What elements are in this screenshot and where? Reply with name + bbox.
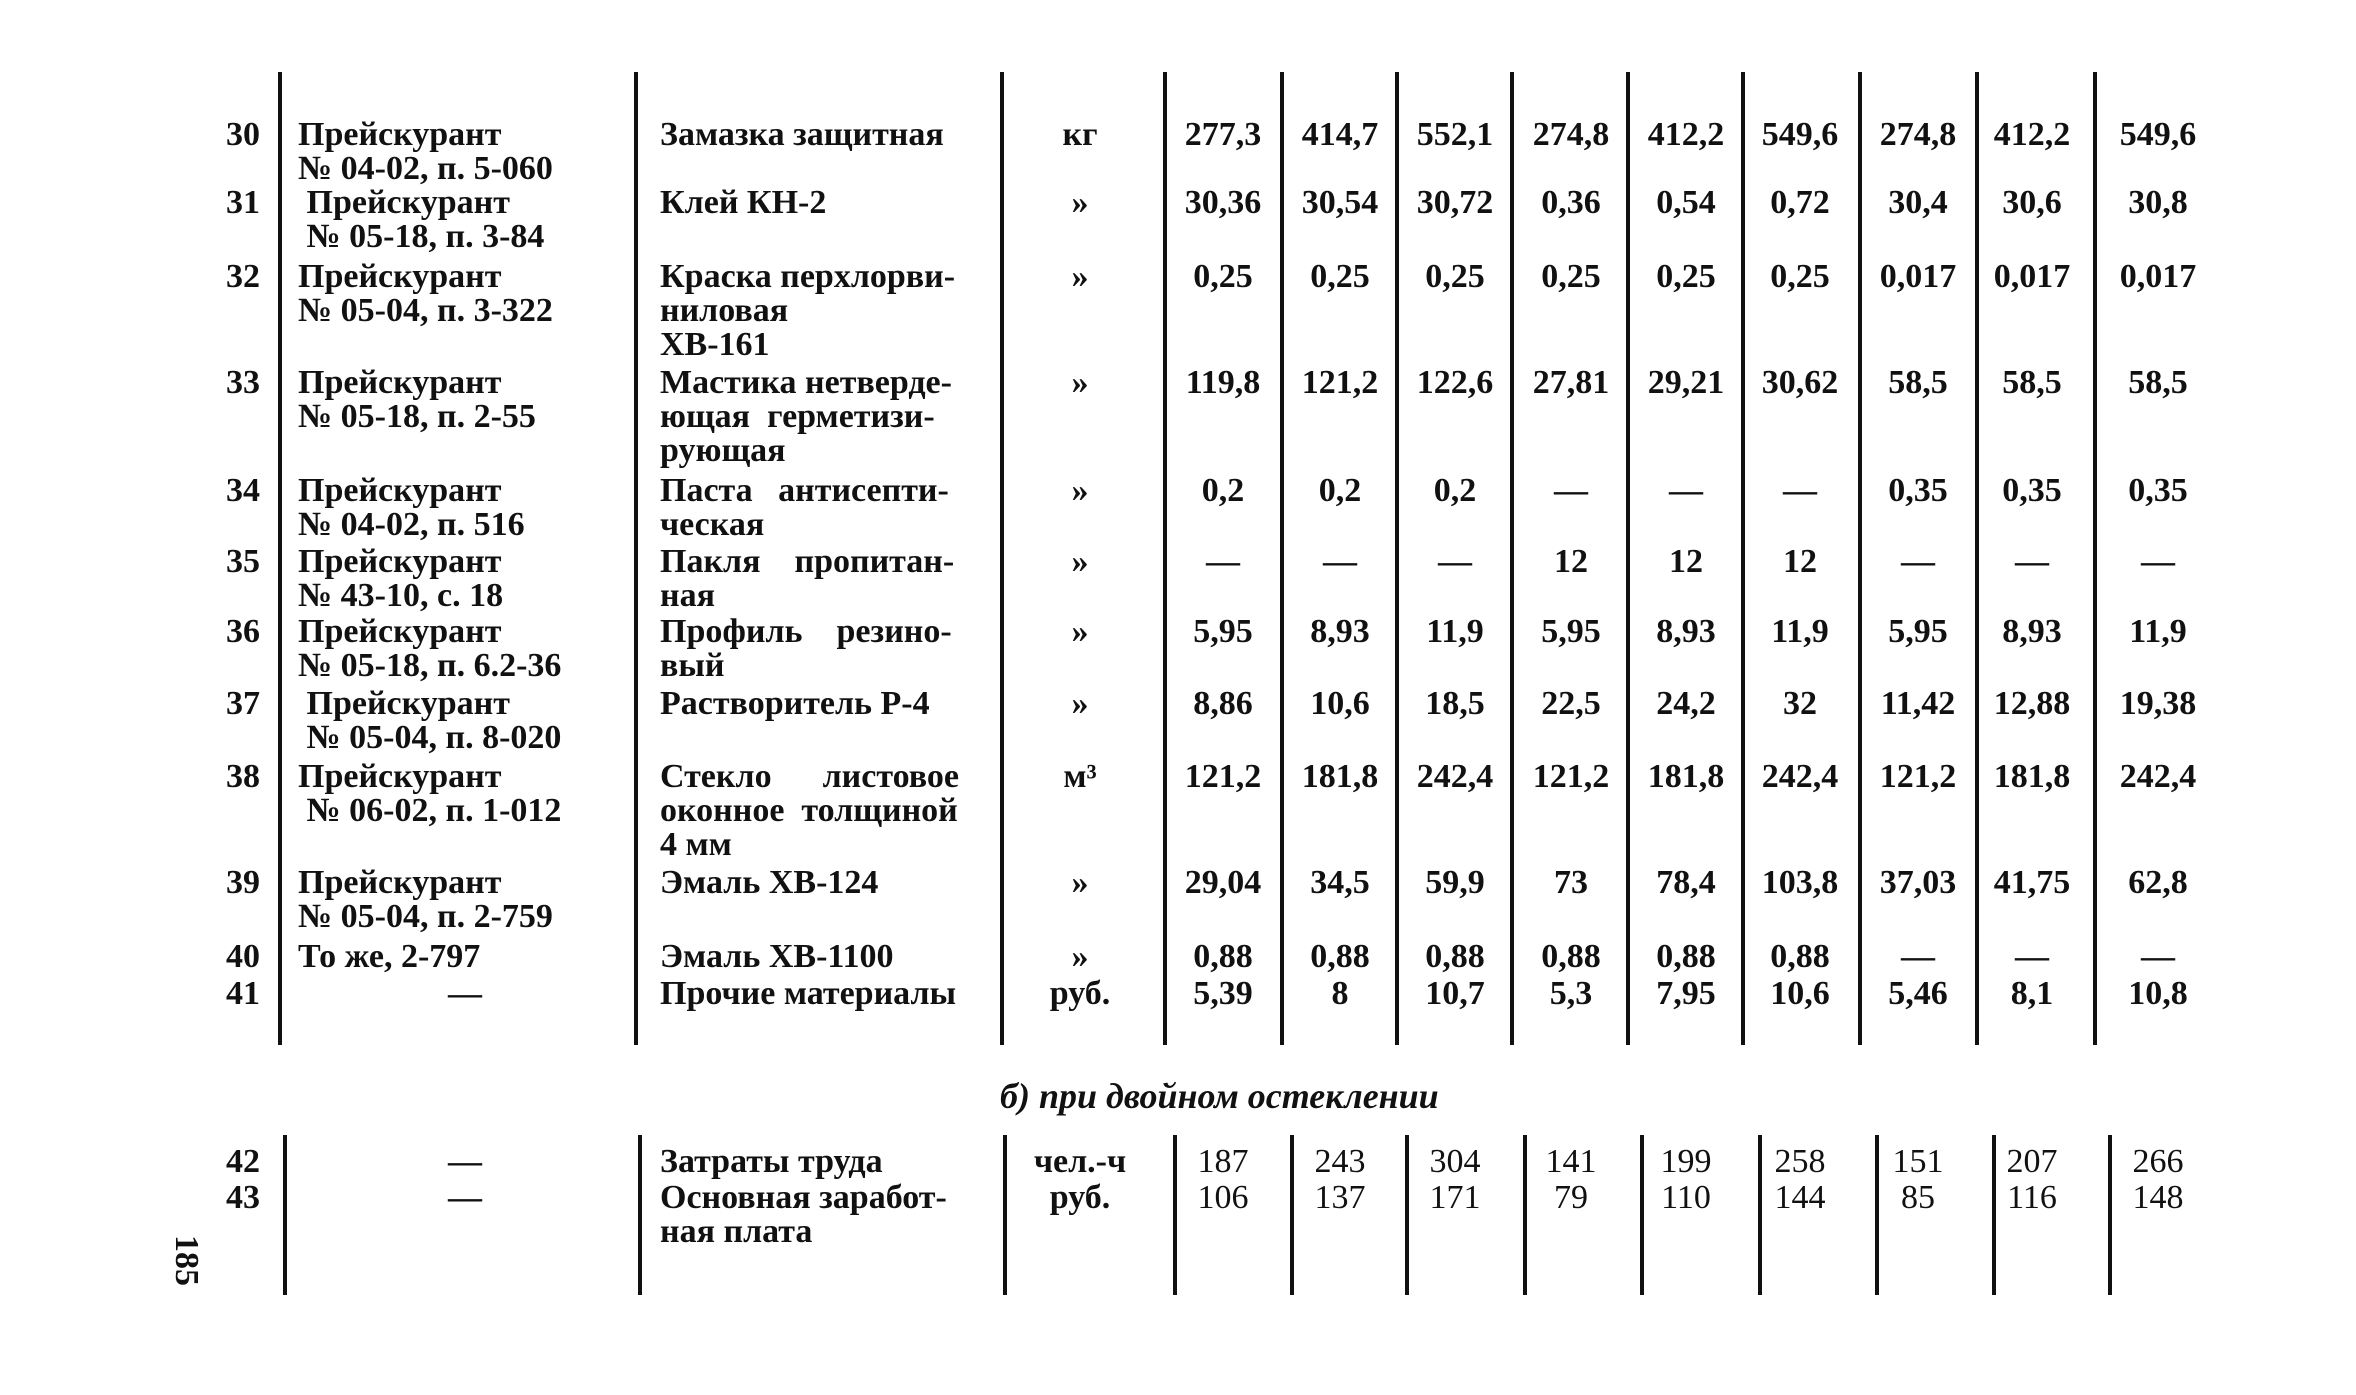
row-number: 32 — [226, 258, 260, 295]
value-cell: 85 — [1901, 1179, 1935, 1216]
value-cell: 0,35 — [2128, 472, 2188, 509]
unit: » — [1071, 258, 1089, 295]
material-name: Краска перхлорви- ниловая ХВ-161 — [660, 258, 956, 363]
value-cell: — — [1206, 543, 1240, 580]
value-cell: 41,75 — [1993, 864, 2071, 901]
value-cell: 22,5 — [1541, 685, 1601, 722]
material-name: Паста антисепти- ческая — [660, 472, 949, 543]
material-name: Затраты труда — [660, 1143, 883, 1180]
row-number: 37 — [226, 685, 260, 722]
value-cell: 151 — [1892, 1143, 1944, 1180]
value-cell: 243 — [1314, 1143, 1366, 1180]
value-cell: 79 — [1554, 1179, 1588, 1216]
price-source: Прейскурант № 05-04, п. 2-759 — [298, 864, 553, 935]
value-cell: 122,6 — [1416, 364, 1494, 401]
price-source: — — [448, 975, 482, 1012]
unit: руб. — [1049, 975, 1111, 1012]
value-cell: 62,8 — [2128, 864, 2188, 901]
value-cell: 10,8 — [2128, 975, 2188, 1012]
value-cell: 5,46 — [1888, 975, 1948, 1012]
value-cell: 242,4 — [1761, 758, 1839, 795]
unit: кг — [1062, 116, 1098, 153]
value-cell: 0,017 — [2119, 258, 2197, 295]
price-source: Прейскурант № 43-10, с. 18 — [298, 543, 504, 614]
value-cell: 73 — [1554, 864, 1588, 901]
row-number: 42 — [226, 1143, 260, 1180]
value-cell: 11,9 — [1771, 613, 1829, 650]
value-cell: 116 — [2007, 1179, 2057, 1216]
value-cell: — — [2141, 938, 2175, 975]
value-cell: 0,2 — [1201, 472, 1245, 509]
value-cell: 412,2 — [1993, 116, 2071, 153]
value-cell: 5,95 — [1193, 613, 1253, 650]
column-rule — [1523, 1135, 1527, 1295]
value-cell: 0,2 — [1433, 472, 1477, 509]
value-cell: — — [1901, 938, 1935, 975]
value-cell: 137 — [1314, 1179, 1366, 1216]
column-rule — [1640, 1135, 1644, 1295]
value-cell: 12 — [1669, 543, 1703, 580]
value-cell: 0,88 — [1425, 938, 1485, 975]
material-name: Стекло листовое оконное толщиной 4 мм — [660, 758, 959, 863]
value-cell: 266 — [2132, 1143, 2184, 1180]
value-cell: 0,35 — [2002, 472, 2062, 509]
row-number: 34 — [226, 472, 260, 509]
value-cell: 0,88 — [1656, 938, 1716, 975]
value-cell: 207 — [2006, 1143, 2058, 1180]
value-cell: 5,95 — [1541, 613, 1601, 650]
unit: м³ — [1063, 758, 1097, 795]
price-source: — — [448, 1143, 482, 1180]
value-cell: 30,72 — [1416, 184, 1494, 221]
value-cell: 258 — [1774, 1143, 1826, 1180]
value-cell: 7,95 — [1656, 975, 1716, 1012]
column-rule — [1626, 72, 1630, 1045]
value-cell: 187 — [1197, 1143, 1249, 1180]
unit: » — [1071, 938, 1089, 975]
value-cell: 10,6 — [1770, 975, 1830, 1012]
value-cell: 414,7 — [1301, 116, 1379, 153]
value-cell: 8,1 — [2010, 975, 2054, 1012]
row-number: 30 — [226, 116, 260, 153]
value-cell: 0,36 — [1541, 184, 1601, 221]
price-source: Прейскурант № 05-04, п. 3-322 — [298, 258, 553, 329]
value-cell: 8,93 — [1310, 613, 1370, 650]
price-source: Прейскурант № 06-02, п. 1-012 — [298, 758, 562, 829]
price-source: Прейскурант № 05-18, п. 2-55 — [298, 364, 536, 435]
value-cell: 11,9 — [1426, 613, 1484, 650]
column-rule — [283, 1135, 287, 1295]
material-name: Мастика нетверде- ющая герметизи- рующая — [660, 364, 952, 469]
value-cell: 0,88 — [1193, 938, 1253, 975]
row-number: 35 — [226, 543, 260, 580]
value-cell: 11,42 — [1880, 685, 1956, 722]
value-cell: 552,1 — [1416, 116, 1494, 153]
value-cell: 0,88 — [1770, 938, 1830, 975]
value-cell: 148 — [2132, 1179, 2184, 1216]
column-rule — [1758, 1135, 1762, 1295]
value-cell: 181,8 — [1647, 758, 1725, 795]
unit: » — [1071, 543, 1089, 580]
value-cell: 78,4 — [1656, 864, 1716, 901]
value-cell: 181,8 — [1301, 758, 1379, 795]
value-cell: 8,93 — [1656, 613, 1716, 650]
value-cell: — — [1438, 543, 1472, 580]
row-number: 43 — [226, 1179, 260, 1216]
value-cell: 29,21 — [1647, 364, 1725, 401]
row-number: 31 — [226, 184, 260, 221]
value-cell: — — [2015, 938, 2049, 975]
price-source: То же, 2-797 — [298, 938, 481, 975]
value-cell: 5,95 — [1888, 613, 1948, 650]
column-rule — [638, 1135, 642, 1295]
value-cell: 121,2 — [1301, 364, 1379, 401]
value-cell: 30,54 — [1301, 184, 1379, 221]
material-name: Прочие материалы — [660, 975, 957, 1012]
value-cell: 0,25 — [1425, 258, 1485, 295]
value-cell: 30,62 — [1761, 364, 1839, 401]
value-cell: 0,2 — [1318, 472, 1362, 509]
value-cell: 121,2 — [1184, 758, 1262, 795]
value-cell: 0,35 — [1888, 472, 1948, 509]
value-cell: 0,25 — [1193, 258, 1253, 295]
column-rule — [1510, 72, 1514, 1045]
column-rule — [1163, 72, 1167, 1045]
material-name: Эмаль ХВ-124 — [660, 864, 879, 901]
row-number: 39 — [226, 864, 260, 901]
value-cell: 27,81 — [1532, 364, 1610, 401]
value-cell: 274,8 — [1532, 116, 1610, 153]
value-cell: 19,38 — [2119, 685, 2197, 722]
value-cell: — — [1901, 543, 1935, 580]
value-cell: 0,25 — [1656, 258, 1716, 295]
value-cell: 0,25 — [1541, 258, 1601, 295]
value-cell: 103,8 — [1761, 864, 1839, 901]
material-name: Растворитель Р-4 — [660, 685, 930, 722]
value-cell: 5,3 — [1549, 975, 1593, 1012]
column-rule — [1173, 1135, 1177, 1295]
value-cell: — — [1554, 472, 1588, 509]
value-cell: 12 — [1554, 543, 1588, 580]
column-rule — [1000, 72, 1004, 1045]
value-cell: 0,54 — [1656, 184, 1716, 221]
column-rule — [1405, 1135, 1409, 1295]
value-cell: 549,6 — [2119, 116, 2197, 153]
value-cell: 141 — [1545, 1143, 1597, 1180]
value-cell: 0,72 — [1770, 184, 1830, 221]
value-cell: 59,9 — [1425, 864, 1485, 901]
column-rule — [2093, 72, 2097, 1045]
column-rule — [1875, 1135, 1879, 1295]
unit: » — [1071, 685, 1089, 722]
value-cell: 412,2 — [1647, 116, 1725, 153]
column-rule — [278, 72, 282, 1045]
column-rule — [1003, 1135, 1007, 1295]
unit: руб. — [1049, 1179, 1111, 1216]
unit: » — [1071, 364, 1089, 401]
value-cell: 18,5 — [1425, 685, 1485, 722]
value-cell: 30,6 — [2002, 184, 2062, 221]
value-cell: 242,4 — [1416, 758, 1494, 795]
value-cell: 30,8 — [2128, 184, 2188, 221]
value-cell: 58,5 — [2128, 364, 2188, 401]
column-rule — [634, 72, 638, 1045]
value-cell: 30,36 — [1184, 184, 1262, 221]
column-rule — [1280, 72, 1284, 1045]
column-rule — [1741, 72, 1745, 1045]
value-cell: — — [2015, 543, 2049, 580]
price-source: Прейскурант № 05-18, п. 3-84 — [306, 184, 545, 255]
material-name: Профиль резино- вый — [660, 613, 952, 684]
value-cell: 119,8 — [1185, 364, 1261, 401]
value-cell: 106 — [1197, 1179, 1249, 1216]
value-cell: 304 — [1429, 1143, 1481, 1180]
material-name: Эмаль ХВ-1100 — [660, 938, 894, 975]
row-number: 33 — [226, 364, 260, 401]
column-rule — [1395, 72, 1399, 1045]
row-number: 41 — [226, 975, 260, 1012]
value-cell: 8,93 — [2002, 613, 2062, 650]
value-cell: 144 — [1774, 1179, 1826, 1216]
price-source: Прейскурант № 04-02, п. 516 — [298, 472, 525, 543]
value-cell: 8 — [1331, 975, 1349, 1012]
value-cell: 242,4 — [2119, 758, 2197, 795]
row-number: 36 — [226, 613, 260, 650]
value-cell: 0,88 — [1541, 938, 1601, 975]
value-cell: 199 — [1660, 1143, 1712, 1180]
value-cell: 37,03 — [1879, 864, 1957, 901]
unit: » — [1071, 864, 1089, 901]
price-source: Прейскурант № 05-04, п. 8-020 — [306, 685, 562, 756]
column-rule — [1992, 1135, 1996, 1295]
section-caption: б) при двойном остеклении — [1000, 1076, 1439, 1116]
value-cell: 11,9 — [2129, 613, 2187, 650]
value-cell: — — [1783, 472, 1817, 509]
material-name: Основная заработ- ная плата — [660, 1179, 947, 1250]
row-number: 40 — [226, 938, 260, 975]
value-cell: 58,5 — [2002, 364, 2062, 401]
value-cell: 0,88 — [1310, 938, 1370, 975]
column-rule — [1290, 1135, 1294, 1295]
column-rule — [1858, 72, 1862, 1045]
value-cell: 171 — [1429, 1179, 1481, 1216]
value-cell: 34,5 — [1310, 864, 1370, 901]
price-source: Прейскурант № 04-02, п. 5-060 — [298, 116, 553, 187]
value-cell: 32 — [1783, 685, 1817, 722]
value-cell: 110 — [1661, 1179, 1711, 1216]
unit: » — [1071, 472, 1089, 509]
material-name: Замазка защитная — [660, 116, 944, 153]
value-cell: 10,6 — [1310, 685, 1370, 722]
unit: » — [1071, 613, 1089, 650]
value-cell: 0,017 — [1879, 258, 1957, 295]
material-name: Клей КН-2 — [660, 184, 827, 221]
value-cell: 12 — [1783, 543, 1817, 580]
value-cell: 8,86 — [1193, 685, 1253, 722]
value-cell: 5,39 — [1193, 975, 1253, 1012]
value-cell: — — [1323, 543, 1357, 580]
value-cell: 29,04 — [1184, 864, 1262, 901]
value-cell: 0,25 — [1770, 258, 1830, 295]
unit: » — [1071, 184, 1089, 221]
value-cell: 0,25 — [1310, 258, 1370, 295]
value-cell: 549,6 — [1761, 116, 1839, 153]
value-cell: 12,88 — [1993, 685, 2071, 722]
value-cell: 58,5 — [1888, 364, 1948, 401]
page-number: 185 — [168, 1235, 205, 1286]
value-cell: — — [1669, 472, 1703, 509]
value-cell: — — [2141, 543, 2175, 580]
value-cell: 24,2 — [1656, 685, 1716, 722]
value-cell: 181,8 — [1993, 758, 2071, 795]
value-cell: 0,017 — [1993, 258, 2071, 295]
value-cell: 121,2 — [1532, 758, 1610, 795]
value-cell: 121,2 — [1879, 758, 1957, 795]
unit: чел.-ч — [1033, 1143, 1127, 1180]
column-rule — [1975, 72, 1979, 1045]
value-cell: 277,3 — [1184, 116, 1262, 153]
value-cell: 30,4 — [1888, 184, 1948, 221]
price-source: — — [448, 1179, 482, 1216]
material-name: Пакля пропитан- ная — [660, 543, 955, 614]
price-source: Прейскурант № 05-18, п. 6.2-36 — [298, 613, 562, 684]
value-cell: 10,7 — [1425, 975, 1485, 1012]
row-number: 38 — [226, 758, 260, 795]
value-cell: 274,8 — [1879, 116, 1957, 153]
column-rule — [2108, 1135, 2112, 1295]
